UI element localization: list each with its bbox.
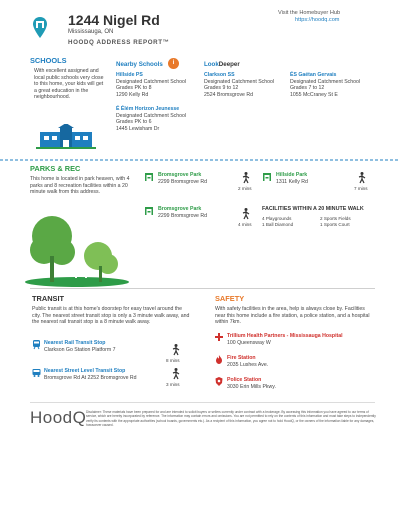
safety-name: Trillium Health Partners - Mississauga Hospital (227, 333, 343, 339)
safety-title: SAFETY (215, 294, 245, 303)
parks-description: This home is located in park heaven, with 4 parks and 8 recreation facilities within a 20 minute walk from this address. (30, 176, 130, 196)
school-building-icon (36, 124, 96, 150)
lookdeeper-logo[interactable] (204, 61, 240, 68)
school-type: Designated Catchment School (116, 112, 187, 119)
fire-icon (215, 355, 223, 364)
playground-icon (262, 172, 272, 182)
parks-title: PARKS & REC (30, 164, 81, 173)
report-title: HOODQ ADDRESS REPORT™ (68, 39, 170, 46)
section-divider (30, 288, 375, 289)
lookdeeper-deeper: Deeper (218, 61, 240, 68)
school-item[interactable] (290, 72, 372, 98)
transit-item[interactable] (32, 340, 192, 364)
hoodq-logo: HoodQ (30, 408, 87, 427)
park-name: Bromsgrove Park (158, 172, 202, 178)
school-type: Designated Catchment School (116, 78, 187, 85)
school-name: ÉS Gaétan Gervais (290, 72, 337, 78)
transit-description: Public transit is at this home's doorstep for easy travel around the city. The nearest street transit stop is only a 3 minute walk away, and the nearest rail transit stop is a 8 minute walk away. (32, 306, 190, 326)
city-label: Mississauga, ON (68, 29, 114, 35)
school-grades: Grades 9 to 12 (204, 85, 239, 92)
school-address: 1290 Kelly Rd (116, 91, 149, 98)
walk-time: 7 mins (354, 186, 368, 191)
safety-name: Fire Station (227, 355, 256, 361)
hub-link[interactable]: https://hoodq.com (295, 17, 340, 23)
walking-icon (242, 208, 250, 220)
police-badge-icon (215, 377, 223, 386)
facility-count: 4 Playgrounds (262, 215, 292, 221)
park-name: Bromsgrove Park (158, 206, 202, 212)
school-grades: Grades 7 to 12 (290, 85, 325, 92)
location-pin-icon (32, 16, 48, 40)
safety-address: 2035 Lushes Ave. (227, 362, 269, 368)
trees-illustration (22, 208, 132, 288)
school-type: Designated Catchment School (204, 78, 275, 85)
park-address: 2299 Bromsgrove Rd (158, 213, 208, 219)
walk-time: 2 mins (238, 186, 252, 191)
safety-name: Police Station (227, 377, 262, 383)
nearby-schools-label: Nearby Schools (116, 61, 163, 68)
park-item[interactable] (144, 172, 270, 196)
school-item[interactable] (116, 72, 196, 98)
walk-time: 8 mins (166, 358, 180, 363)
nearby-schools-badge (168, 58, 179, 69)
transit-name: Nearest Rail Transit Stop (44, 340, 106, 346)
school-address: 2524 Bromsgrove Rd (204, 91, 254, 98)
park-item[interactable] (144, 206, 270, 230)
school-address: 1445 Lewisham Dr (116, 125, 160, 132)
hospital-icon (215, 333, 223, 341)
schools-title: SCHOOLS (30, 56, 67, 65)
facility-count: 1 Ball Diamond (262, 221, 294, 227)
school-name: Clarkson SS (204, 72, 235, 78)
facility-count: 2 Sports Fields (320, 215, 351, 221)
transit-name: Nearest Street Level Transit Stop (44, 368, 126, 374)
school-address: 1055 McCraney St E (290, 91, 338, 98)
facilities-title: FACILITIES WITHIN A 20 MINUTE WALK (262, 206, 364, 212)
walk-time: 3 mins (166, 382, 180, 387)
walking-icon (242, 172, 250, 184)
transit-item[interactable] (32, 368, 192, 392)
lookdeeper-look: Look (204, 61, 219, 68)
safety-address: 3030 Erin Mills Pkwy. (227, 384, 276, 390)
school-item[interactable] (116, 106, 206, 132)
park-item[interactable] (262, 172, 374, 196)
schools-section (30, 54, 375, 154)
footer-divider (30, 402, 375, 403)
walk-time: 4 mins (238, 222, 252, 227)
page-title: 1244 Nigel Rd (68, 12, 160, 28)
facility-count: 1 Sports Court (320, 221, 350, 227)
school-name: Hillside PS (116, 72, 143, 78)
park-name: Hillside Park (276, 172, 308, 178)
school-type: Designated Catchment School (290, 78, 361, 85)
playground-icon (144, 206, 154, 216)
walking-icon (172, 344, 180, 356)
schools-description: With excellent assigned and local public schools very close to this home, your kids will get a great education in the neighbourhood. (34, 68, 104, 101)
safety-description: With safety facilities in the area, help is always close by. Facilities near this home include a fire station, a police station, and a hospital within 7km. (215, 306, 370, 326)
facilities-box (262, 206, 374, 228)
badge-count: i (172, 60, 175, 66)
transit-title: TRANSIT (32, 294, 65, 303)
walking-icon (358, 172, 366, 184)
school-name: É Élém Horizon Jeunesse (116, 106, 180, 112)
park-address: 2299 Bromsgrove Rd (158, 179, 208, 185)
bus-icon (32, 368, 41, 378)
transit-address: Bromsgrove Rd At 2252 Bromsgrove Rd (44, 375, 137, 381)
park-address: 1311 Kelly Rd (276, 179, 308, 185)
safety-address: 100 Queensway W (227, 340, 271, 346)
walking-icon (172, 368, 180, 380)
transit-address: Clarkson Go Station Platform 7 (44, 347, 116, 353)
school-grades: Grades PK to 6 (116, 119, 152, 126)
school-grades: Grades PK to 8 (116, 85, 152, 92)
playground-icon (144, 172, 154, 182)
school-item[interactable] (204, 72, 284, 98)
disclaimer-text: Disclaimer: These materials have been prepared for and are intended to solicit buyers or sellers currently under contract with a brokerage. By accessing this information you have agreed to our terms of service, which are hereby incorporated by reference. The information may contain errors and omissions. You are not permitted to rely on the contents of this information and must take steps to independently verify its contents with the appropriate authorities (school boards, governments etc.). As a recipient of this information, you agree not to hold HoodQ, or the owners of the information liable for any damages, howsoever caused. (86, 410, 376, 427)
train-icon (32, 340, 41, 350)
hub-label: Visit the Homebuyer Hub (278, 10, 341, 16)
